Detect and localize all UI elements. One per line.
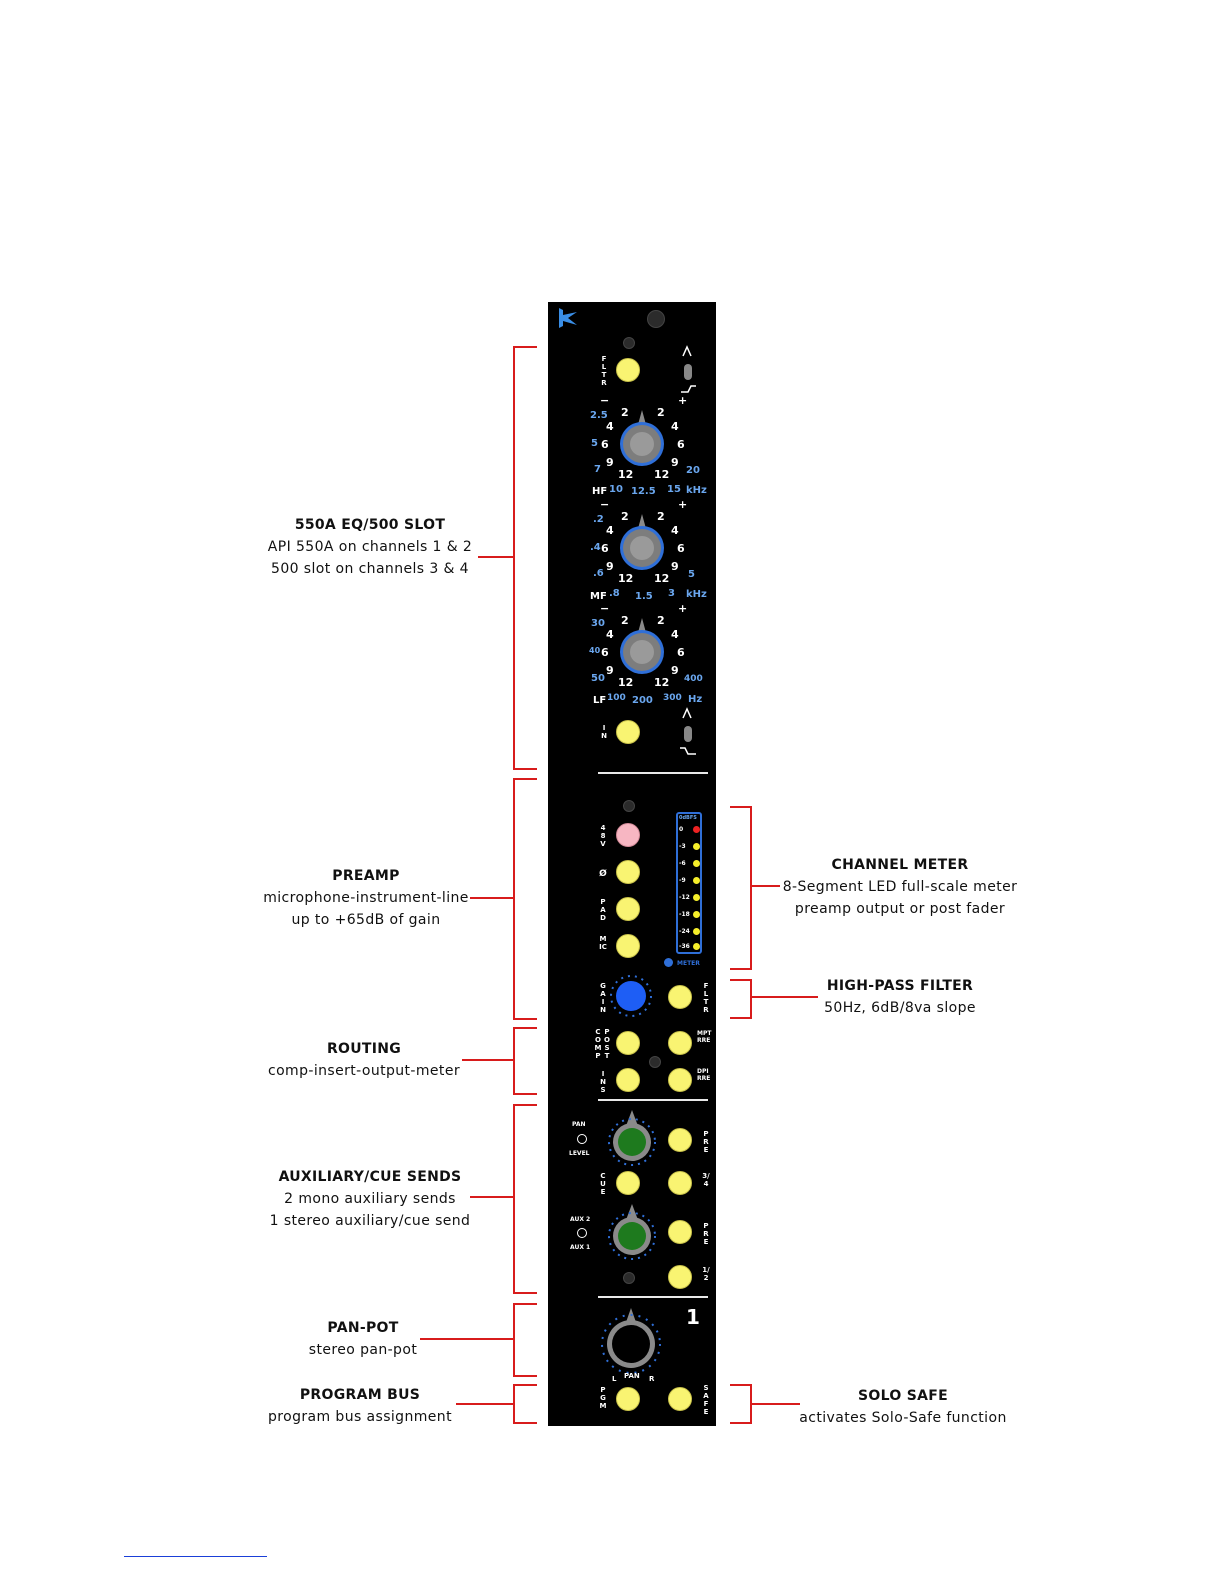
mf-scale-4: 9 — [606, 560, 614, 573]
meter-led-7 — [693, 943, 700, 950]
mf-scale-6: 12 — [654, 572, 670, 585]
mf-left-1: .2 — [593, 514, 604, 525]
callout-routing-line1: comp-insert-output-meter — [267, 1063, 460, 1079]
footer-link-underline — [124, 1556, 267, 1557]
channel-meter — [676, 812, 702, 954]
callout-routing — [244, 1038, 484, 1082]
meter-led-6 — [693, 928, 700, 935]
three4-label: 3/4 — [702, 1172, 710, 1188]
meter-select-icon[interactable] — [664, 958, 673, 967]
lf-plus: + — [678, 602, 688, 615]
eq-filter-button[interactable] — [616, 358, 640, 382]
callout-solo-title: SOLO SAFE — [858, 1388, 948, 1404]
callout-pgm-line1: program bus assignment — [268, 1409, 452, 1425]
hf-scale-5: 12 — [618, 468, 634, 481]
eq-divider — [598, 772, 708, 774]
mf-right-1: 5 — [688, 569, 695, 580]
meter-pre-button[interactable] — [668, 1031, 692, 1055]
pan-label: PAN — [624, 1372, 640, 1380]
fltr-label: FLTR — [601, 355, 607, 387]
phantom-48v-button[interactable] — [616, 823, 640, 847]
mf-plus: + — [678, 498, 688, 511]
phase-label: Ø — [599, 869, 607, 879]
hf-left-2: 5 — [591, 438, 598, 449]
meter-led-4 — [693, 894, 700, 901]
callout-panpot-line1: stereo pan-pot — [308, 1342, 418, 1358]
stub-hpf — [750, 996, 818, 998]
lf-scale-9: 4 — [671, 628, 679, 641]
callout-preamp-title: PREAMP — [332, 868, 400, 884]
bracket-panpot — [513, 1303, 537, 1377]
pan-pot-knob[interactable] — [598, 1306, 664, 1378]
meter-step-1: -3 — [679, 843, 686, 850]
meter-led-0 — [693, 826, 700, 833]
stub-panpot — [420, 1338, 514, 1340]
meter-step-4: -12 — [679, 894, 690, 901]
v48-label: 48V — [600, 824, 606, 848]
lf-scale-3: 6 — [601, 646, 609, 659]
stub-meter — [750, 885, 780, 887]
hf-freq-2: 12.5 — [631, 486, 656, 497]
aux-pre-button[interactable] — [668, 1220, 692, 1244]
hf-scale-3: 6 — [601, 438, 609, 451]
lf-gain-knob[interactable] — [618, 616, 666, 676]
callout-aux-title: AUXILIARY/CUE SENDS — [278, 1169, 462, 1185]
one2-label: 1/2 — [702, 1266, 710, 1282]
mf-freq-3: 3 — [668, 588, 675, 599]
bracket-preamp — [513, 778, 537, 1020]
aux-34-button[interactable] — [668, 1171, 692, 1195]
callout-hpf-title: HIGH-PASS FILTER — [826, 978, 974, 994]
gain-label: GAIN — [600, 982, 606, 1014]
ins-label: INS — [600, 1070, 606, 1094]
meter-led-1 — [693, 843, 700, 850]
post-label: POST — [604, 1028, 610, 1060]
meter-step-2: -6 — [679, 860, 686, 867]
channel-strip-panel — [548, 302, 716, 1426]
eq-in-label: IN — [601, 724, 607, 740]
meter-button-label: METER — [677, 960, 700, 967]
stub-eq — [478, 556, 514, 558]
mf-left-3: .6 — [593, 568, 604, 579]
pan-l-label: L — [612, 1375, 617, 1383]
lf-scale-10: 2 — [657, 614, 665, 627]
cue-pre-button[interactable] — [668, 1128, 692, 1152]
callout-eq-line1: API 550A on channels 1 & 2 — [267, 539, 473, 555]
hf-left-1: 2.5 — [590, 410, 608, 421]
bracket-aux — [513, 1104, 537, 1294]
pan-level-top: PAN — [572, 1121, 586, 1128]
pre1-label: PRE — [703, 1130, 709, 1154]
cue-label: CUE — [600, 1172, 606, 1196]
hf-scale-9: 4 — [671, 420, 679, 433]
eq-screw — [623, 337, 635, 349]
meter-seg-4 — [679, 892, 701, 904]
mf-left-2: .4 — [590, 542, 601, 553]
pan-level-bottom: LEVEL — [569, 1150, 590, 1157]
callout-meter — [770, 854, 1030, 920]
pgm-label: PGM — [599, 1386, 607, 1410]
api-logo-icon — [556, 306, 580, 330]
pad-label: PAD — [600, 898, 606, 922]
aux-send-knob[interactable] — [606, 1202, 658, 1264]
hf-shape-toggle[interactable] — [676, 344, 700, 396]
cue-send-knob[interactable] — [606, 1108, 658, 1170]
hf-scale-10: 2 — [657, 406, 665, 419]
channel-number: 1 — [686, 1305, 700, 1329]
program-bus-button[interactable] — [616, 1387, 640, 1411]
hf-scale-2: 4 — [606, 420, 614, 433]
callout-routing-title: ROUTING — [326, 1041, 402, 1057]
safe-label: SAFE — [703, 1384, 709, 1416]
fltr2-label: FLTR — [703, 982, 709, 1014]
lf-freq-1: 100 — [607, 693, 626, 703]
stub-preamp — [470, 897, 514, 899]
callout-aux — [250, 1166, 490, 1232]
aux-screw — [623, 1272, 635, 1284]
lf-minus: − — [600, 602, 610, 615]
eq-in-button[interactable] — [616, 720, 640, 744]
bracket-pgm — [513, 1384, 537, 1424]
pan-level-switch-icon[interactable] — [577, 1134, 587, 1144]
direct-pre-button[interactable] — [668, 1068, 692, 1092]
hf-plus: + — [678, 394, 688, 407]
mf-minus: − — [600, 498, 610, 511]
bracket-hpf — [730, 979, 752, 1019]
lf-scale-7: 9 — [671, 664, 679, 677]
meter-step-7: -36 — [679, 943, 690, 950]
hf-scale-8: 6 — [677, 438, 685, 451]
callout-panpot-title: PAN-POT — [327, 1320, 399, 1336]
meter-step-5: -18 — [679, 911, 690, 918]
comp-post-button[interactable] — [616, 1031, 640, 1055]
lf-scale-8: 6 — [677, 646, 685, 659]
hf-minus: − — [600, 394, 610, 407]
meter-step-3: -9 — [679, 877, 686, 884]
insert-button[interactable] — [616, 1068, 640, 1092]
top-screw — [647, 310, 665, 328]
comp-label: COMP — [594, 1028, 602, 1060]
meter-led-2 — [693, 860, 700, 867]
meter-led-3 — [693, 877, 700, 884]
mf-scale-10: 2 — [657, 510, 665, 523]
callout-preamp — [246, 865, 486, 931]
lf-scale-2: 4 — [606, 628, 614, 641]
meter-step-0: 0 — [679, 826, 684, 833]
phase-button[interactable] — [616, 860, 640, 884]
mf-gain-knob[interactable] — [618, 512, 666, 572]
callout-meter-title: CHANNEL METER — [831, 857, 969, 873]
pre2-label: PRE — [703, 1222, 709, 1246]
aux-switch-icon[interactable] — [577, 1228, 587, 1238]
hf-freq-unit: kHz — [686, 485, 707, 496]
mf-scale-7: 9 — [671, 560, 679, 573]
lf-left-3: 50 — [591, 673, 605, 684]
lf-right-1: 400 — [684, 674, 703, 684]
lf-left-1: 30 — [591, 618, 605, 629]
stub-solo — [750, 1403, 800, 1405]
bracket-eq — [513, 346, 537, 770]
callout-solo-line1: activates Solo-Safe function — [799, 1410, 1007, 1426]
meter-seg-3 — [679, 875, 701, 887]
stub-routing — [462, 1059, 514, 1061]
callout-eq — [250, 514, 490, 580]
callout-preamp-line2: up to +65dB of gain — [291, 912, 441, 928]
lf-freq-unit: Hz — [688, 694, 703, 705]
mf-scale-3: 6 — [601, 542, 609, 555]
callout-meter-line2: preamp output or post fader — [794, 901, 1006, 917]
mf-freq-1: .8 — [609, 588, 620, 599]
mf-freq-2: 1.5 — [635, 591, 653, 602]
callout-meter-line1: 8-Segment LED full-scale meter — [782, 879, 1018, 895]
meter-seg-0 — [679, 824, 701, 836]
mic-button[interactable] — [616, 934, 640, 958]
lf-band-label: LF — [593, 695, 607, 706]
meter-step-6: -24 — [679, 928, 690, 935]
cue-button[interactable] — [616, 1171, 640, 1195]
meter-title: 0dBFS — [679, 815, 697, 821]
preamp-gain-knob[interactable] — [608, 970, 654, 1020]
dpir-label: DPIRRE — [697, 1068, 711, 1082]
hf-freq-1: 10 — [609, 484, 623, 495]
hf-scale-7: 9 — [671, 456, 679, 469]
hf-band-label: HF — [592, 486, 608, 497]
mf-freq-unit: kHz — [686, 589, 707, 600]
lf-freq-2: 200 — [632, 695, 653, 706]
callout-aux-line1: 2 mono auxiliary sends — [284, 1191, 456, 1207]
hf-freq-3: 15 — [667, 484, 681, 495]
callout-hpf-line1: 50Hz, 6dB/8va slope — [824, 1000, 976, 1016]
pan-r-label: R — [649, 1375, 655, 1383]
lf-freq-3: 300 — [663, 693, 682, 703]
hf-scale-6: 12 — [654, 468, 670, 481]
mf-band-label: MF — [590, 591, 607, 602]
mf-scale-5: 12 — [618, 572, 634, 585]
mf-scale-9: 4 — [671, 524, 679, 537]
callout-aux-line2: 1 stereo auxiliary/cue send — [269, 1213, 471, 1229]
meter-led-5 — [693, 911, 700, 918]
meter-seg-5 — [679, 909, 701, 921]
callout-pgm — [240, 1384, 480, 1428]
bracket-meter — [730, 806, 752, 970]
lf-shape-toggle[interactable] — [676, 706, 700, 758]
mf-scale-2: 4 — [606, 524, 614, 537]
lf-scale-6: 12 — [654, 676, 670, 689]
hf-left-3: 7 — [594, 464, 601, 475]
meter-seg-2 — [679, 858, 701, 870]
mf-scale-1: 2 — [621, 510, 629, 523]
callout-eq-title: 550A EQ/500 SLOT — [294, 517, 446, 533]
bracket-solo — [730, 1384, 752, 1424]
lf-left-2: 40 — [589, 646, 601, 655]
meter-seg-7 — [679, 941, 701, 953]
callout-solo — [773, 1385, 1033, 1429]
mic-label: MIC — [599, 935, 607, 951]
callout-preamp-line1: microphone-instrument-line — [263, 890, 469, 906]
lf-scale-5: 12 — [618, 676, 634, 689]
meter-seg-1 — [679, 841, 701, 853]
solo-safe-button[interactable] — [668, 1387, 692, 1411]
aux-divider — [598, 1296, 708, 1298]
callout-pgm-title: PROGRAM BUS — [299, 1387, 421, 1403]
mptr-label: MPTRRE — [697, 1030, 712, 1044]
hf-scale-4: 9 — [606, 456, 614, 469]
lf-scale-4: 9 — [606, 664, 614, 677]
bracket-routing — [513, 1027, 537, 1095]
pad-button[interactable] — [616, 897, 640, 921]
aux-top: AUX 2 — [570, 1216, 591, 1223]
meter-seg-6 — [679, 926, 701, 938]
preamp-screw — [623, 800, 635, 812]
callout-eq-line2: 500 slot on channels 3 & 4 — [271, 561, 469, 577]
mf-knob-area — [588, 498, 698, 602]
hpf-filter-button[interactable] — [668, 985, 692, 1009]
stub-pgm — [456, 1403, 514, 1405]
hf-right-1: 20 — [686, 465, 700, 476]
lf-scale-1: 2 — [621, 614, 629, 627]
routing-divider — [598, 1099, 708, 1101]
aux-bottom: AUX 1 — [570, 1244, 591, 1251]
mf-scale-8: 6 — [677, 542, 685, 555]
hf-gain-knob[interactable] — [618, 408, 666, 468]
stub-aux — [470, 1196, 514, 1198]
routing-screw — [649, 1056, 661, 1068]
aux-12-button[interactable] — [668, 1265, 692, 1289]
hf-scale-1: 2 — [621, 406, 629, 419]
